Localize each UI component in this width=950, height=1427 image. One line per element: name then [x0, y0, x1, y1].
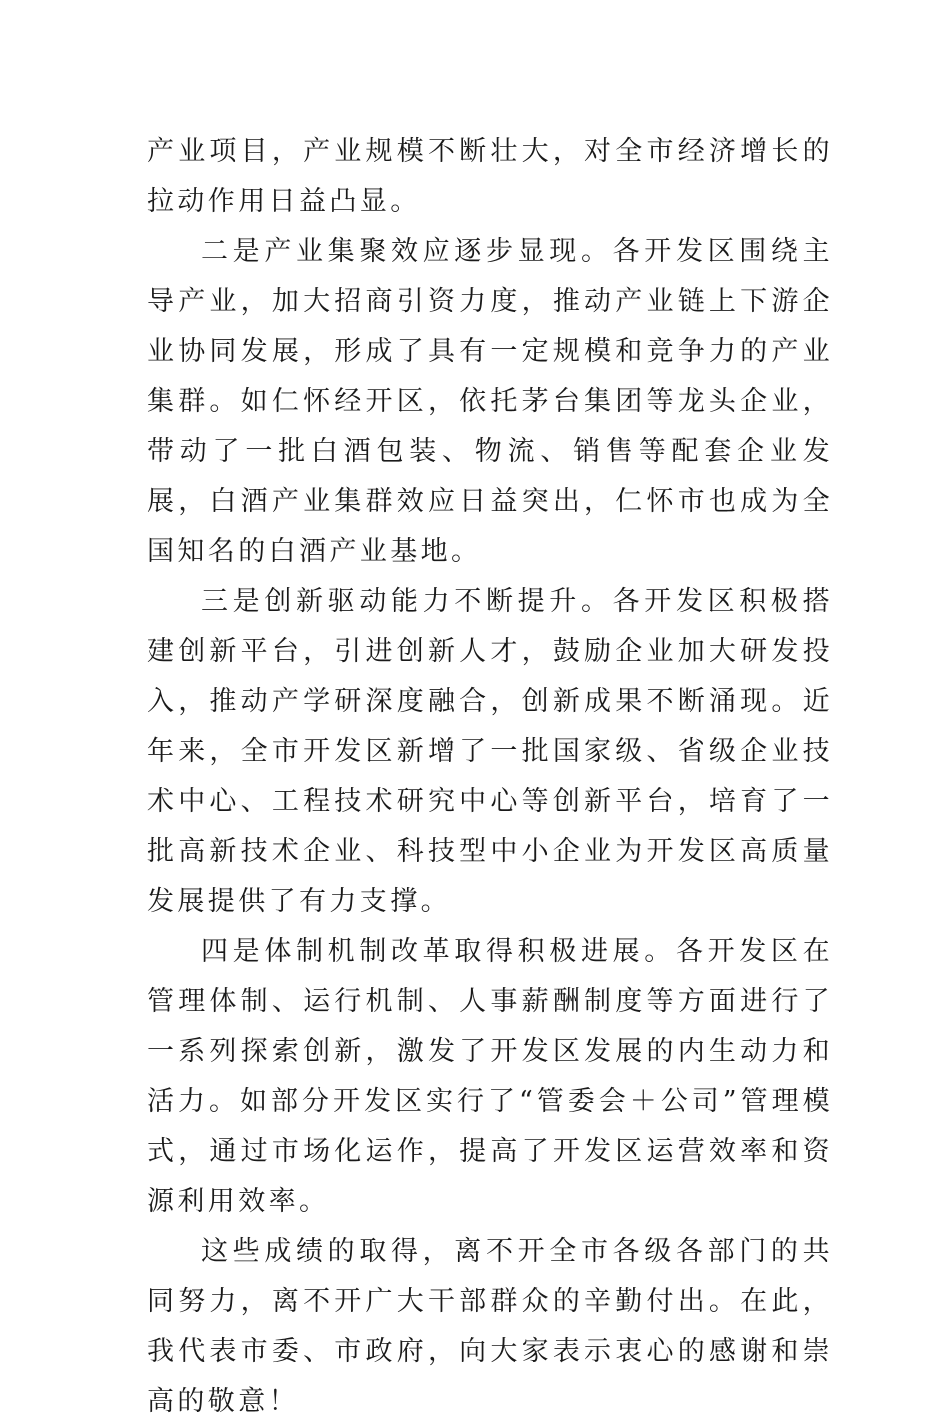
paragraph-continuation: 产业项目，产业规模不断壮大，对全市经济增长的拉动作用日益凸显。 [147, 136, 833, 217]
paragraph-acknowledgement: 这些成绩的取得，离不开全市各级各部门的共同努力，离不开广大干部群众的辛勤付出。在此，我代表市委、市政府，向大家表示衷心的感谢和崇高的敬意！ [147, 1236, 833, 1417]
paragraph-industrial-cluster: 二是产业集聚效应逐步显现。各开发区围绕主导产业，加大招商引资力度，推动产业链上下游企业协同发展，形成了具有一定规模和竞争力的产业集群。如仁怀经开区，依托茅台集团等龙头企业，带动了一批白酒包装、物流、销售等配套企业发展，白酒产业集群效应日益突出，仁怀市也成为全国知名的白酒产业基地。 [147, 236, 833, 567]
paragraph-innovation: 三是创新驱动能力不断提升。各开发区积极搭建创新平台，引进创新人才，鼓励企业加大研发投入，推动产学研深度融合，创新成果不断涌现。近年来，全市开发区新增了一批国家级、省级企业技术中心、工程技术研究中心等创新平台，培育了一批高新技术企业、科技型中小企业为开发区高质量发展提供了有力支撑。 [147, 586, 833, 917]
document-body [147, 127, 833, 1427]
paragraph-institutional-reform: 四是体制机制改革取得积极进展。各开发区在管理体制、运行机制、人事薪酬制度等方面进行了一系列探索创新，激发了开发区发展的内生动力和活力。如部分开发区实行了“管委会＋公司”管理模式，通过市场化运作，提高了开发区运营效率和资源利用效率。 [147, 936, 833, 1217]
